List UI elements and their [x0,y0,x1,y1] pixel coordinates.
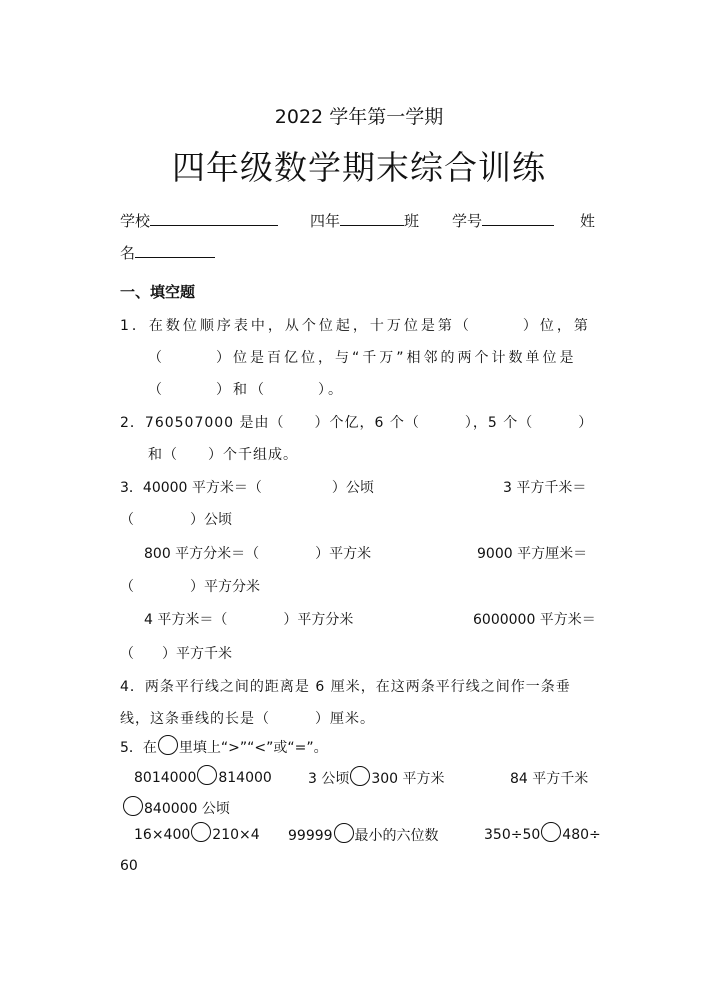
compare-left-1: 8014000 [134,770,197,786]
q5-intro-a: 5．在 [120,740,157,756]
compare-item-3-cont [122,798,230,819]
compare-left-6: 350÷50 [484,827,541,843]
compare-right-1: 814000 [218,770,272,786]
answer-circle-6[interactable] [541,822,561,842]
name-label-part2: 名 [120,244,136,262]
q1-line3: （ ）和（ ）。 [148,382,345,398]
q2-line2: 和（ ）个千组成。 [148,447,298,463]
compare-item-2 [308,768,445,789]
compare-item-6 [484,825,601,845]
compare-item-1 [134,768,272,788]
page-title: 四年级数学期末综合训练 [172,148,546,187]
student-no-field [452,210,554,231]
q1-line2: （ ）位是百亿位，与“千万”相邻的两个计数单位是 [148,350,577,366]
student-no-label: 学号 [452,212,483,230]
q4-line1: 4．两条平行线之间的距离是 6 厘米，在这两条平行线之间作一条垂 [120,679,571,695]
compare-right-6-cont: 60 [120,858,138,874]
q3-item-b-cont: （ ）公顷 [120,512,232,528]
q5-intro [120,737,328,758]
name-label-part1: 姓 [580,212,596,230]
answer-circle-5[interactable] [334,823,354,843]
name-field [120,242,215,263]
q3-item-d-cont: （ ）平方分米 [120,579,260,595]
school-label: 学校 [120,212,151,230]
compare-left-4: 16×400 [134,827,191,843]
compare-left-2: 3 公顷 [308,771,350,787]
grade-field [310,210,419,231]
compare-right-4: 210×4 [212,827,260,843]
compare-right-2: 300 平方米 [371,771,445,787]
q3-item-d: 9000 平方厘米＝ [477,546,588,562]
q1-line1: 1．在数位顺序表中，从个位起，十万位是第（ ）位，第 [120,318,591,334]
compare-right-5: 最小的六位数 [354,828,439,844]
q3-item-f-cont: （ ）平方千米 [120,646,232,662]
school-blank[interactable] [150,211,278,226]
compare-circle-icon [158,735,178,755]
q4-line2: 线，这条垂线的长是（ ）厘米。 [120,711,375,727]
q5-intro-b: 里填上“>”“<”或“=”。 [178,740,328,756]
answer-circle-2[interactable] [350,766,370,786]
answer-circle-3[interactable] [123,796,143,816]
compare-left-3: 84 平方千米 [510,771,589,787]
q3-item-e: 4 平方米＝（ ）平方分米 [144,612,354,628]
name-blank[interactable] [135,243,215,258]
semester-label: 2022 学年第一学期 [274,106,444,128]
q3-item-f: 6000000 平方米＝ [473,612,596,628]
q3-item-a: 3．40000 平方米＝（ ）公顷 [120,480,374,496]
compare-right-6: 480÷ [562,827,601,843]
section-heading: 一、填空题 [120,283,196,301]
compare-left-5: 99999 [288,828,333,844]
q2-line1: 2．760507000 是由（ ）个亿，6 个（ ），5 个（ ） [120,415,594,431]
class-label: 班 [404,212,420,230]
grade-label: 四年 [310,212,341,230]
q3-item-b: 3 平方千米＝ [503,480,587,496]
compare-item-5 [288,825,439,846]
compare-right-3: 840000 公顷 [144,801,230,817]
q3-item-c: 800 平方分米＝（ ）平方米 [144,546,372,562]
answer-circle-1[interactable] [197,765,217,785]
student-no-blank[interactable] [482,211,554,226]
compare-item-4 [134,825,260,845]
class-blank[interactable] [340,211,404,226]
answer-circle-4[interactable] [191,822,211,842]
school-field [120,210,278,231]
